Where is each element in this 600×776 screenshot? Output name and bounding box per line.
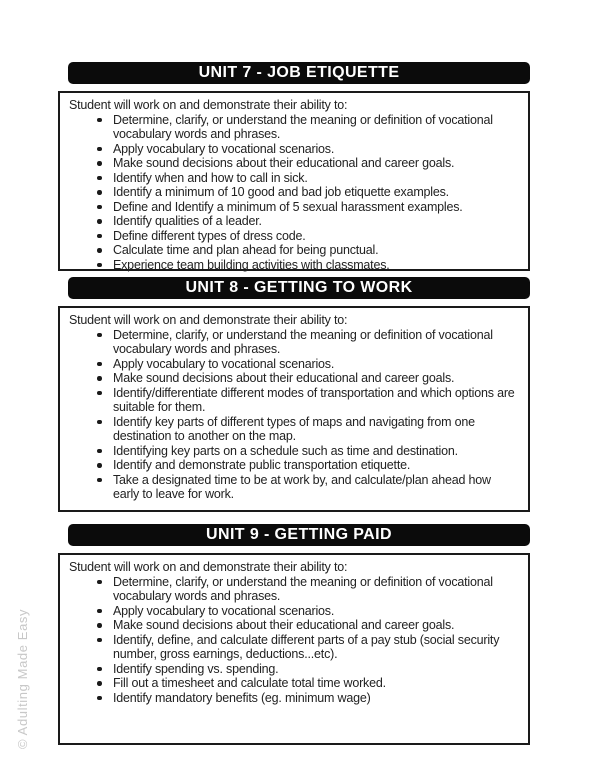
- watermark-text: © Adulting Made Easy: [15, 608, 30, 749]
- unit-8-section: [58, 277, 530, 512]
- objective-item: Apply vocabulary to vocational scenarios.: [95, 604, 520, 619]
- unit-8-objectives-box: [58, 306, 530, 512]
- objective-item: Apply vocabulary to vocational scenarios.: [95, 142, 520, 157]
- objective-item: Take a designated time to be at work by, and calculate/plan ahead how early to leave for work.: [95, 473, 520, 502]
- objective-item: Determine, clarify, or understand the meaning or definition of vocational vocabulary words and phrases.: [95, 575, 520, 604]
- unit-7-header-bar: [68, 62, 530, 84]
- unit-7-intro-line: Student will work on and demonstrate their ability to:: [69, 98, 348, 112]
- objective-item: Apply vocabulary to vocational scenarios.: [95, 357, 520, 372]
- unit-9-objectives-list: [69, 575, 520, 706]
- unit-8-intro-line: Student will work on and demonstrate their ability to:: [69, 313, 348, 327]
- objective-item: Identify qualities of a leader.: [95, 214, 520, 229]
- unit-8-header-bar: [68, 277, 530, 299]
- unit-9-section: [58, 524, 530, 745]
- objective-item: Determine, clarify, or understand the meaning or definition of vocational vocabulary words and phrases.: [95, 113, 520, 142]
- objective-item: Identify when and how to call in sick.: [95, 171, 520, 186]
- objective-item: Identify/differentiate different modes of transportation and which options are suitable for them.: [95, 386, 520, 415]
- unit-7-title: UNIT 7 - JOB ETIQUETTE: [198, 63, 400, 81]
- page-content: [58, 62, 530, 745]
- objective-item: Identify spending vs. spending.: [95, 662, 520, 677]
- objective-item: Fill out a timesheet and calculate total time worked.: [95, 676, 520, 691]
- objective-item: Identify and demonstrate public transportation etiquette.: [95, 458, 520, 473]
- objective-item: Identify mandatory benefits (eg. minimum wage): [95, 691, 520, 706]
- objective-item: Calculate time and plan ahead for being punctual.: [95, 243, 520, 258]
- objective-item: Identify key parts of different types of maps and navigating from one destination to another on the map.: [95, 415, 520, 444]
- objective-item: Make sound decisions about their educational and career goals.: [95, 371, 520, 386]
- objective-item: Define different types of dress code.: [95, 229, 520, 244]
- objective-item: Determine, clarify, or understand the meaning or definition of vocational vocabulary words and phrases.: [95, 328, 520, 357]
- unit-7-objectives-box: [58, 91, 530, 271]
- objective-item: Experience team building activities with classmates.: [95, 258, 520, 273]
- objective-item: Identifying key parts on a schedule such as time and destination.: [95, 444, 520, 459]
- unit-9-title: UNIT 9 - GETTING PAID: [206, 525, 392, 543]
- unit-7-objectives-list: [69, 113, 520, 273]
- unit-7-section: [58, 62, 530, 271]
- unit-9-header-bar: [68, 524, 530, 546]
- objective-item: Make sound decisions about their educational and career goals.: [95, 618, 520, 633]
- unit-8-objectives-list: [69, 328, 520, 502]
- objective-item: Make sound decisions about their educational and career goals.: [95, 156, 520, 171]
- unit-8-title: UNIT 8 - GETTING TO WORK: [185, 278, 413, 296]
- objective-item: Identify, define, and calculate different parts of a pay stub (social security number, gross earnings, deductions...etc).: [95, 633, 520, 662]
- objective-item: Identify a minimum of 10 good and bad job etiquette examples.: [95, 185, 520, 200]
- objective-item: Define and Identify a minimum of 5 sexual harassment examples.: [95, 200, 520, 215]
- unit-9-intro-line: Student will work on and demonstrate their ability to:: [69, 560, 348, 574]
- unit-9-objectives-box: [58, 553, 530, 745]
